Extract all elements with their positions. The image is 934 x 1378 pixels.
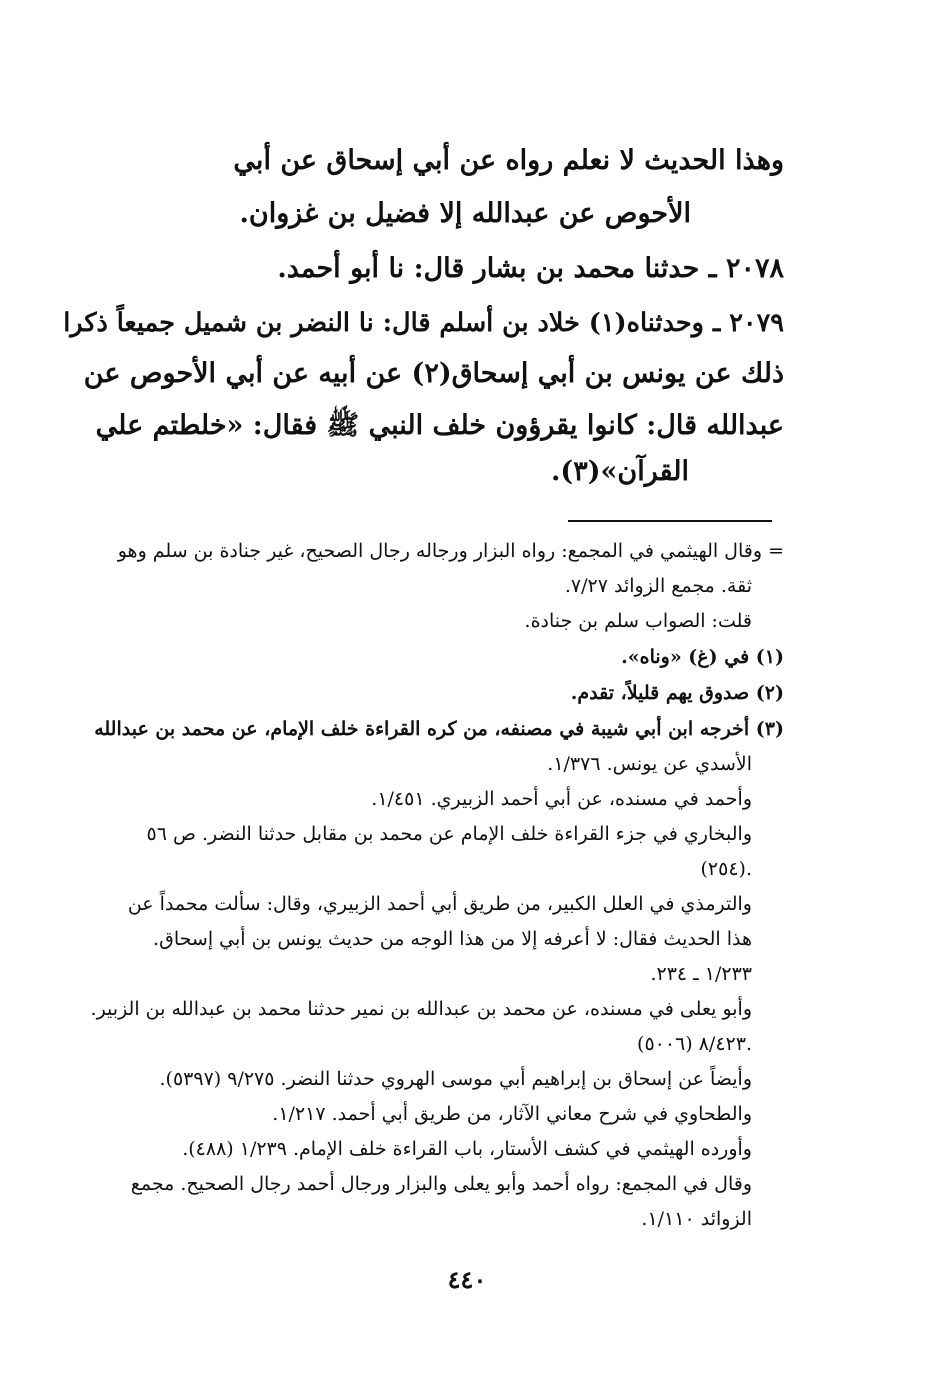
page-number: ٤٤٠ <box>447 1265 487 1294</box>
footnote-3-line-9: وأبو يعلى في مسنده، عن محمد بن عبدالله بن نمير حدثنا محمد بن عبدالله بن الزبير. <box>90 998 752 1020</box>
footnote-3-line-2: الأسدي عن يونس. ١/٣٧٦. <box>547 753 752 775</box>
footnote-2: (٢) صدوق يهم قليلاً، تقدم. <box>570 682 784 704</box>
footnote-3-line-14: وقال في المجمع: رواه أحمد وأبو يعلى والبزار ورجال أحمد رجال الصحيح. مجمع <box>130 1173 752 1195</box>
hadith-2078: ٢٠٧٨ ـ حدثنا محمد بن بشار قال: نا أبو أحمد. <box>277 253 784 284</box>
footnote-divider <box>568 520 772 522</box>
footnote-continuation-line-1: = وقال الهيثمي في المجمع: رواه البزار ورجاله رجال الصحيح، غير جنادة بن سلم وهو <box>117 540 784 562</box>
footnote-3-line-1: (٣) أخرجه ابن أبي شيبة في مصنفه، من كره القراءة خلف الإمام، عن محمد بن عبدالله <box>94 718 784 740</box>
footnote-3-line-10: ٨/٤٢٣ (٥٠٠٦). <box>637 1033 752 1055</box>
footnote-continuation-line-2: ثقة. مجمع الزوائد ٧/٢٧. <box>564 575 752 597</box>
footnote-3-line-7: هذا الحديث فقال: لا أعرفه إلا من هذا الوجه من حديث يونس بن أبي إسحاق. <box>153 928 752 950</box>
footnote-3-line-11: وأيضاً عن إسحاق بن إبراهيم أبي موسى الهروي حدثنا النضر. ٩/٢٧٥ (٥٣٩٧). <box>159 1068 752 1090</box>
footnote-3-line-6: والترمذي في العلل الكبير، من طريق أبي أحمد الزبيري، وقال: سألت محمداً عن <box>127 893 752 915</box>
footnote-1: (١) في (غ) «وناه». <box>621 646 784 668</box>
footnote-3-line-15: الزوائد ١/١١٠. <box>641 1208 752 1230</box>
hadith-2079-line-3: عبدالله قال: كانوا يقرؤون خلف النبي ﷺ فقال: «خلطتم علي <box>95 410 784 441</box>
footnote-continuation-line-3: قلت: الصواب سلم بن جنادة. <box>524 610 752 632</box>
footnote-3-line-12: والطحاوي في شرح معاني الآثار، من طريق أبي أحمد. ١/٢١٧. <box>272 1103 752 1125</box>
hadith-2079-line-2: ذلك عن يونس بن أبي إسحاق(٢) عن أبيه عن أبي الأحوص عن <box>83 358 784 389</box>
hadith-2079-line-1: ٢٠٧٩ ـ وحدثناه(١) خلاد بن أسلم قال: نا النضر بن شميل جميعاً ذكرا <box>63 308 784 338</box>
footnote-3-line-13: وأورده الهيثمي في كشف الأستار، باب القراءة خلف الإمام. ١/٢٣٩ (٤٨٨). <box>182 1138 752 1160</box>
footnote-3-line-3: وأحمد في مسنده، عن أبي أحمد الزبيري. ١/٤٥١. <box>371 788 752 810</box>
hadith-2079-line-4: القرآن»(٣). <box>551 456 689 487</box>
main-text-line-1: وهذا الحديث لا نعلم رواه عن أبي إسحاق عن أبي <box>233 145 784 176</box>
footnote-3-line-8: ١/٢٣٣ ـ ٢٣٤. <box>650 963 752 985</box>
footnote-3-line-4: والبخاري في جزء القراءة خلف الإمام عن محمد بن مقابل حدثنا النضر. ص ٥٦ <box>146 823 752 845</box>
main-text-line-2: الأحوص عن عبدالله إلا فضيل بن غزوان. <box>239 198 691 229</box>
footnote-3-line-5: (٢٥٤). <box>700 858 752 880</box>
